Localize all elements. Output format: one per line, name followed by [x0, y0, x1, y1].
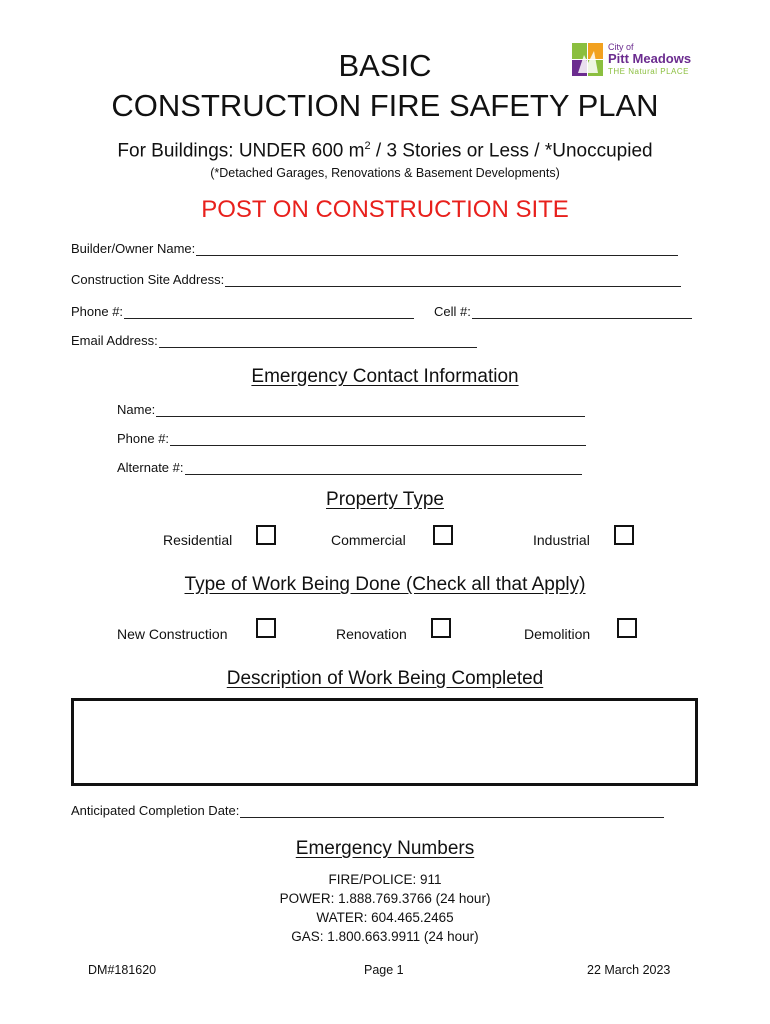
renovation-label: Renovation: [336, 626, 407, 642]
renovation-checkbox[interactable]: [431, 618, 451, 638]
ec-alternate-label: Alternate #:: [117, 460, 184, 475]
industrial-label: Industrial: [533, 532, 590, 548]
subtitle-suffix: / 3 Stories or Less / *Unoccupied: [370, 140, 653, 162]
footer-page-number: Page 1: [364, 963, 404, 977]
property-type-heading: Property Type: [326, 489, 444, 510]
water-number: WATER: 604.465.2465: [316, 910, 454, 925]
phone-input-line[interactable]: [124, 305, 414, 319]
emergency-contact-heading: Emergency Contact Information: [251, 366, 519, 387]
site-address-label: Construction Site Address:: [71, 272, 225, 287]
demolition-checkbox[interactable]: [617, 618, 637, 638]
phone-label: Phone #:: [71, 304, 124, 319]
ec-name-field: [117, 402, 585, 417]
site-address-input-line[interactable]: [225, 273, 681, 287]
title-line-2: CONSTRUCTION FIRE SAFETY PLAN: [111, 88, 659, 123]
ec-alternate-field: [117, 460, 582, 475]
logo-text-small: City of: [608, 42, 634, 52]
work-type-heading: Type of Work Being Done (Check all that Apply): [184, 574, 586, 595]
subtitle-prefix: For Buildings: UNDER 600 m: [117, 140, 365, 162]
power-number: POWER: 1.888.769.3766 (24 hour): [279, 891, 491, 906]
new-construction-label: New Construction: [117, 626, 228, 642]
gas-number: GAS: 1.800.663.9911 (24 hour): [291, 929, 479, 944]
residential-checkbox[interactable]: [256, 525, 276, 545]
residential-label: Residential: [163, 532, 233, 548]
subtitle-superscript: 2: [364, 140, 371, 152]
commercial-label: Commercial: [331, 532, 406, 548]
new-construction-checkbox[interactable]: [256, 618, 276, 638]
fire-police-number: FIRE/POLICE: 911: [328, 872, 442, 887]
cell-field: [434, 304, 692, 319]
builder-owner-input-line[interactable]: [196, 242, 678, 256]
cell-input-line[interactable]: [472, 305, 692, 319]
ec-phone-field: [117, 431, 586, 446]
email-field: [71, 333, 477, 348]
ec-name-label: Name:: [117, 402, 156, 417]
builder-owner-label: Builder/Owner Name:: [71, 241, 196, 256]
site-address-field: [71, 272, 681, 287]
description-textbox[interactable]: [71, 698, 698, 786]
ec-phone-input-line[interactable]: [170, 432, 586, 446]
completion-date-field: [71, 803, 664, 818]
completion-date-label: Anticipated Completion Date:: [71, 803, 240, 818]
ec-phone-label: Phone #:: [117, 431, 170, 446]
emergency-numbers-list: [0, 870, 770, 946]
emergency-numbers-heading: Emergency Numbers: [295, 838, 475, 859]
ec-name-input-line[interactable]: [156, 403, 585, 417]
cell-label: Cell #:: [434, 304, 471, 319]
description-heading: Description of Work Being Completed: [226, 668, 544, 689]
footer-date: 22 March 2023: [587, 963, 671, 977]
builder-owner-field: [71, 241, 678, 256]
ec-alternate-input-line[interactable]: [185, 461, 582, 475]
phone-field: [71, 304, 414, 319]
subtitle: [0, 140, 770, 162]
subnote: (*Detached Garages, Renovations & Basement Developments): [210, 166, 560, 180]
title-line-1: BASIC: [338, 48, 432, 83]
email-label: Email Address:: [71, 333, 158, 348]
completion-date-input-line[interactable]: [240, 804, 664, 818]
logo-tagline: THE Natural PLACE: [608, 67, 689, 76]
logo-text-name: Pitt Meadows: [608, 51, 692, 66]
industrial-checkbox[interactable]: [614, 525, 634, 545]
footer-doc-id: DM#181620: [88, 963, 157, 977]
commercial-checkbox[interactable]: [433, 525, 453, 545]
email-input-line[interactable]: [159, 334, 477, 348]
post-notice: POST ON CONSTRUCTION SITE: [201, 196, 569, 223]
demolition-label: Demolition: [524, 626, 591, 642]
